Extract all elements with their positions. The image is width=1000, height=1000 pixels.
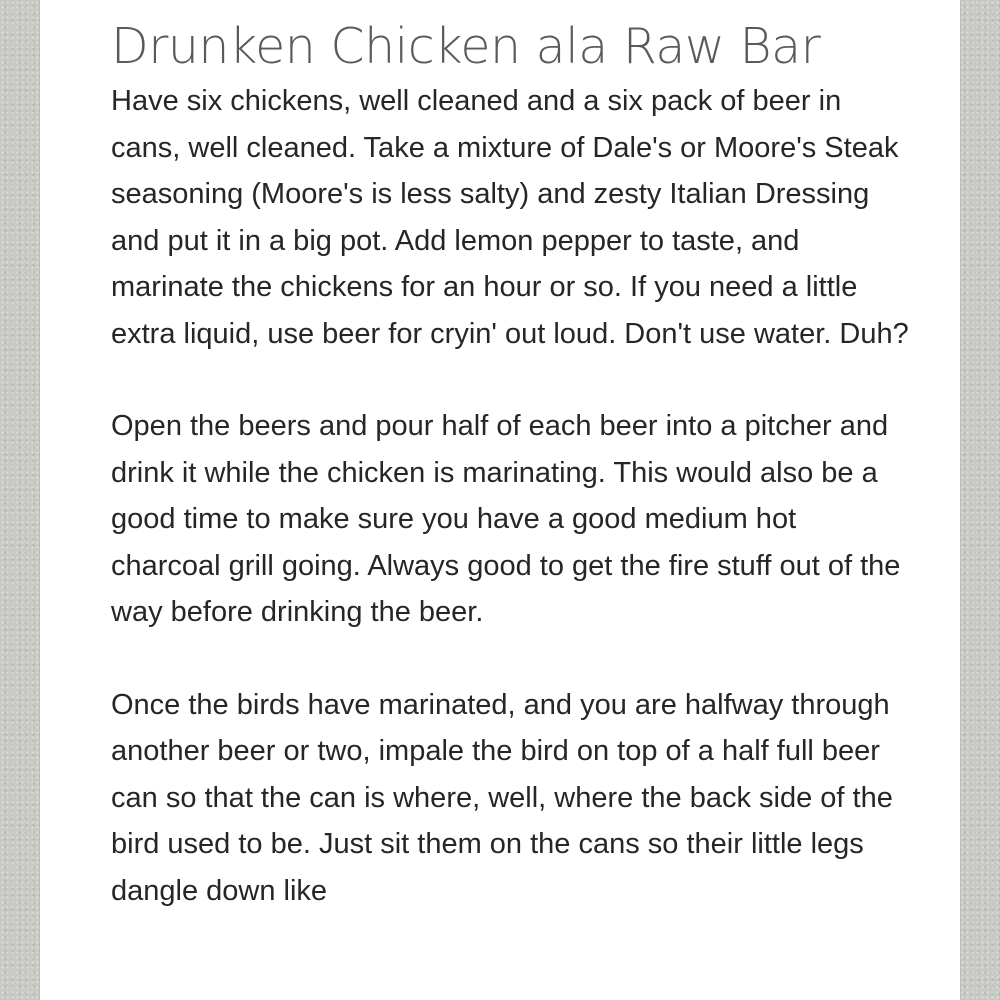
recipe-title: Drunken Chicken ala Raw Bar [111, 18, 821, 75]
recipe-content [111, 16, 911, 960]
paragraph-marinade: Have six chickens, well cleaned and a six pack of beer in cans, well cleaned. Take a mixture of Dale's or Moore's Steak seasoning (Moore's is less salty) and zesty Italian Dressing and put it in a big pot. Add lemon pepper to taste, and marinate the chickens for an hour or so. If you need a little extra liquid, use beer for cryin' out loud. Don't use water. Duh? [111, 85, 909, 350]
recipe-page [40, 0, 960, 1000]
paragraph-impale-bird: Once the birds have marinated, and you are halfway through another beer or two, impale the bird on top of a half full beer can so that the can is where, well, where the back side of the bird used to be. Just sit them on the cans so their little legs dangle down like [111, 688, 893, 907]
paragraph-beer-and-grill: Open the beers and pour half of each beer into a pitcher and drink it while the chicken is marinating. This would also be a good time to make sure you have a good medium hot charcoal grill going. Always good to get the fire stuff out of the way before drinking the beer. [111, 410, 901, 628]
